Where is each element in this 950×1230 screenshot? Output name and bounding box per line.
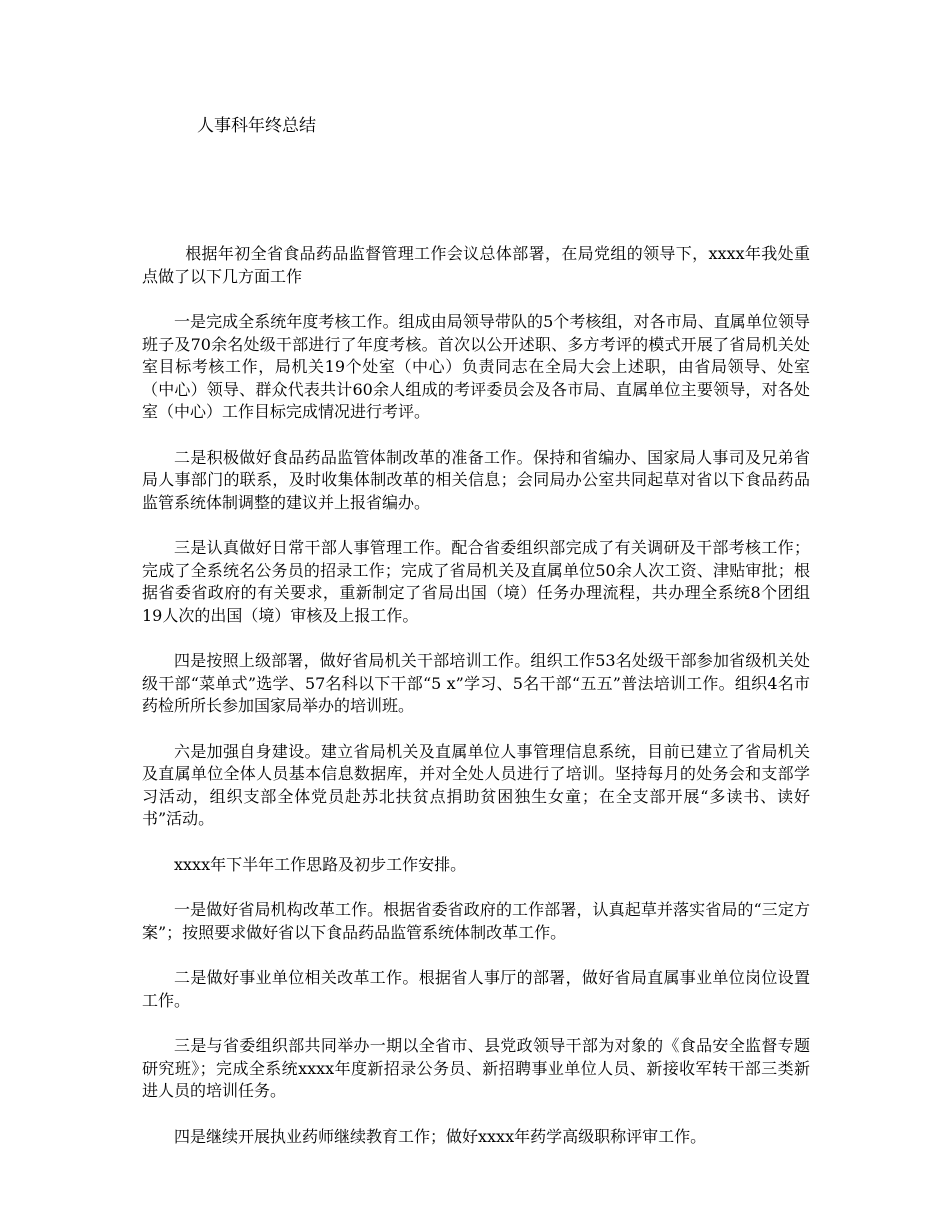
paragraph-self-construction: 六是加强自身建设。建立省局机关及直属单位人事管理信息系统，目前已建立了省局机关及直属单位全体人员基本信息数据库，并对全处人员进行了培训。坚持每月的处务会和支部学习活动，组织支部全体党员赴苏北扶贫点捐助贫困独生女童；在全支部开展“多读书、读好书”活动。 — [142, 741, 810, 828]
document-body — [142, 243, 810, 1171]
paragraph-annual-assessment: 一是完成全系统年度考核工作。组成由局领导带队的5个考核组，对各市局、直属单位领导班子及70余名处级干部进行了年度考核。首次以公开述职、多方考评的模式开展了省局机关处室目标考核工作，局机关19个处室（中心）负责同志在全局大会上述职，由省局领导、处室（中心）领导、群众代表共计60余人组成的考评委员会及各市局、直属单位主要领导，对各处室（中心）工作目标完成情况进行考评。 — [142, 312, 810, 421]
document-title: 人事科年终总结 — [197, 116, 316, 136]
paragraph-training-program: 三是与省委组织部共同举办一期以全省市、县党政领导干部为对象的《食品安全监督专题研究班》；完成全系统xxxx年度新招录公务员、新招聘事业单位人员、新接收军转干部三类新进人员的培训任务。 — [142, 1036, 810, 1100]
intro-paragraph: 根据年初全省食品药品监督管理工作会议总体部署，在局党组的领导下，xxxx年我处重点做了以下几方面工作 — [142, 244, 810, 286]
paragraph-public-institution-reform: 二是做好事业单位相关改革工作。根据省人事厅的部署，做好省局直属事业单位岗位设置工作。 — [142, 968, 810, 1010]
paragraph-pharmacist-education: 四是继续开展执业药师继续教育工作；做好xxxx年药学高级职称评审工作。 — [174, 1126, 707, 1146]
paragraph-institutional-reform: 一是做好省局机构改革工作。根据省委省政府的工作部署，认真起草并落实省局的“三定方案”；按照要求做好省以下食品药品监管系统体制改革工作。 — [142, 900, 810, 942]
paragraph-system-reform-preparation: 二是积极做好食品药品监管体制改革的准备工作。保持和省编办、国家局人事司及兄弟省局人事部门的联系，及时收集体制改革的相关信息；会同局办公室共同起草对省以下食品药品监管系统体制调整的建议并上报省编办。 — [142, 447, 810, 512]
section-heading-second-half-plan: xxxx年下半年工作思路及初步工作安排。 — [174, 854, 467, 874]
paragraph-cadre-training: 四是按照上级部署，做好省局机关干部培训工作。组织工作53名处级干部参加省级机关处级干部“菜单式”选学、57名科以下干部“5 x”学习、5名干部“五五”普法培训工作。组织4名市药检所所长参加国家局举办的培训班。 — [142, 651, 810, 715]
paragraph-personnel-management: 三是认真做好日常干部人事管理工作。配合省委组织部完成了有关调研及干部考核工作；完成了全系统名公务员的招录工作；完成了省局机关及直属单位50余人次工资、津贴审批；根据省委省政府的有关要求，重新制定了省局出国（境）任务办理流程，共办理全系统8个团组19人次的出国（境）审核及上报工作。 — [142, 538, 810, 625]
